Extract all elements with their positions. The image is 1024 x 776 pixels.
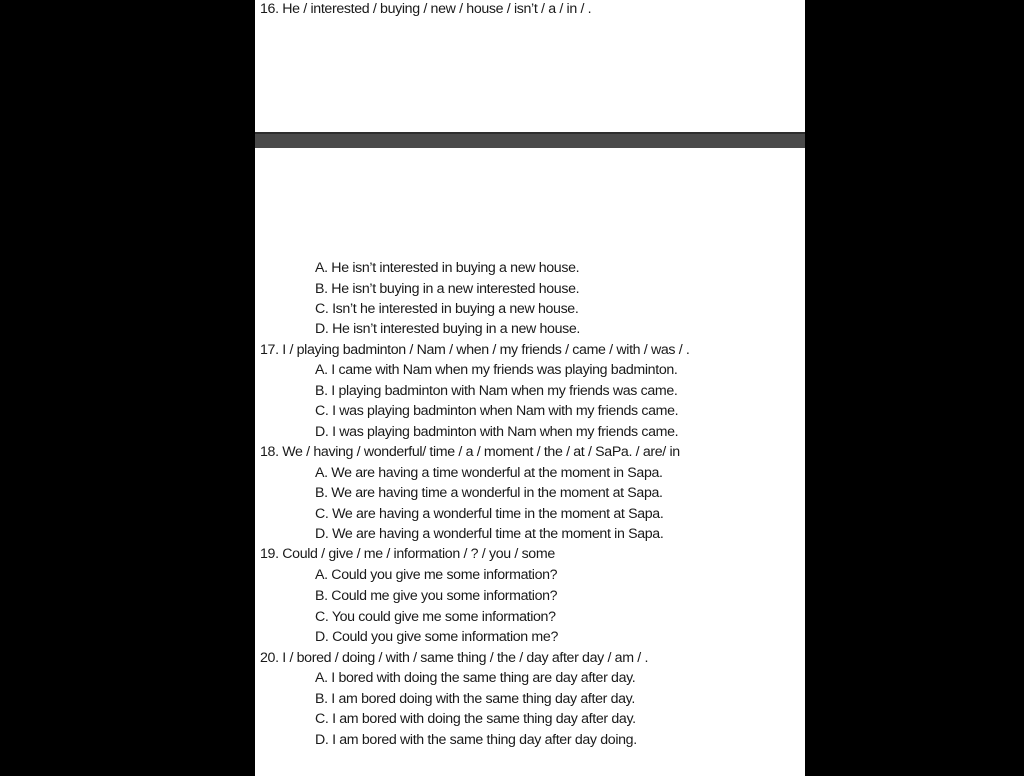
question-19-option-a: A. Could you give me some information?	[315, 567, 558, 583]
question-17-prompt: 17. I / playing badminton / Nam / when / my friends / came / with / was / .	[260, 342, 690, 358]
question-19-prompt: 19. Could / give / me / information / ? / you / some	[260, 546, 555, 562]
question-19-option-b: B. Could me give you some information?	[315, 588, 558, 604]
question-19-option-d: D. Could you give some information me?	[315, 629, 558, 645]
question-16-prompt: 16. He / interested / buying / new / house / isn’t / a / in / .	[260, 1, 592, 17]
question-18-prompt: 18. We / having / wonderful/ time / a / moment / the / at / SaPa. / are/ in	[260, 444, 680, 460]
question-17-option-a: A. I came with Nam when my friends was playing badminton.	[315, 362, 678, 378]
question-20-option-a: A. I bored with doing the same thing are day after day.	[315, 670, 636, 686]
question-18-option-a: A. We are having a time wonderful at the moment in Sapa.	[315, 465, 663, 481]
page-separator	[255, 132, 805, 148]
question-20-option-c: C. I am bored with doing the same thing day after day.	[315, 711, 636, 727]
question-16-option-c: C. Isn’t he interested in buying a new house.	[315, 301, 579, 317]
question-16-option-b: B. He isn’t buying in a new interested house.	[315, 281, 580, 297]
question-20-option-b: B. I am bored doing with the same thing day after day.	[315, 691, 635, 707]
question-19-option-c: C. You could give me some information?	[315, 609, 556, 625]
question-18-option-d: D. We are having a wonderful time at the moment in Sapa.	[315, 526, 664, 542]
question-16-option-a: A. He isn’t interested in buying a new house.	[315, 260, 580, 276]
question-20-option-d: D. I am bored with the same thing day after day doing.	[315, 732, 637, 748]
question-18-option-c: C. We are having a wonderful time in the moment at Sapa.	[315, 506, 664, 522]
document-page	[255, 0, 805, 776]
question-17-option-d: D. I was playing badminton with Nam when my friends came.	[315, 424, 679, 440]
question-17-option-b: B. I playing badminton with Nam when my friends was came.	[315, 383, 678, 399]
question-20-prompt: 20. I / bored / doing / with / same thing / the / day after day / am / .	[260, 650, 649, 666]
question-16-option-d: D. He isn’t interested buying in a new house.	[315, 321, 581, 337]
question-18-option-b: B. We are having time a wonderful in the moment at Sapa.	[315, 485, 663, 501]
question-17-option-c: C. I was playing badminton when Nam with my friends came.	[315, 403, 679, 419]
